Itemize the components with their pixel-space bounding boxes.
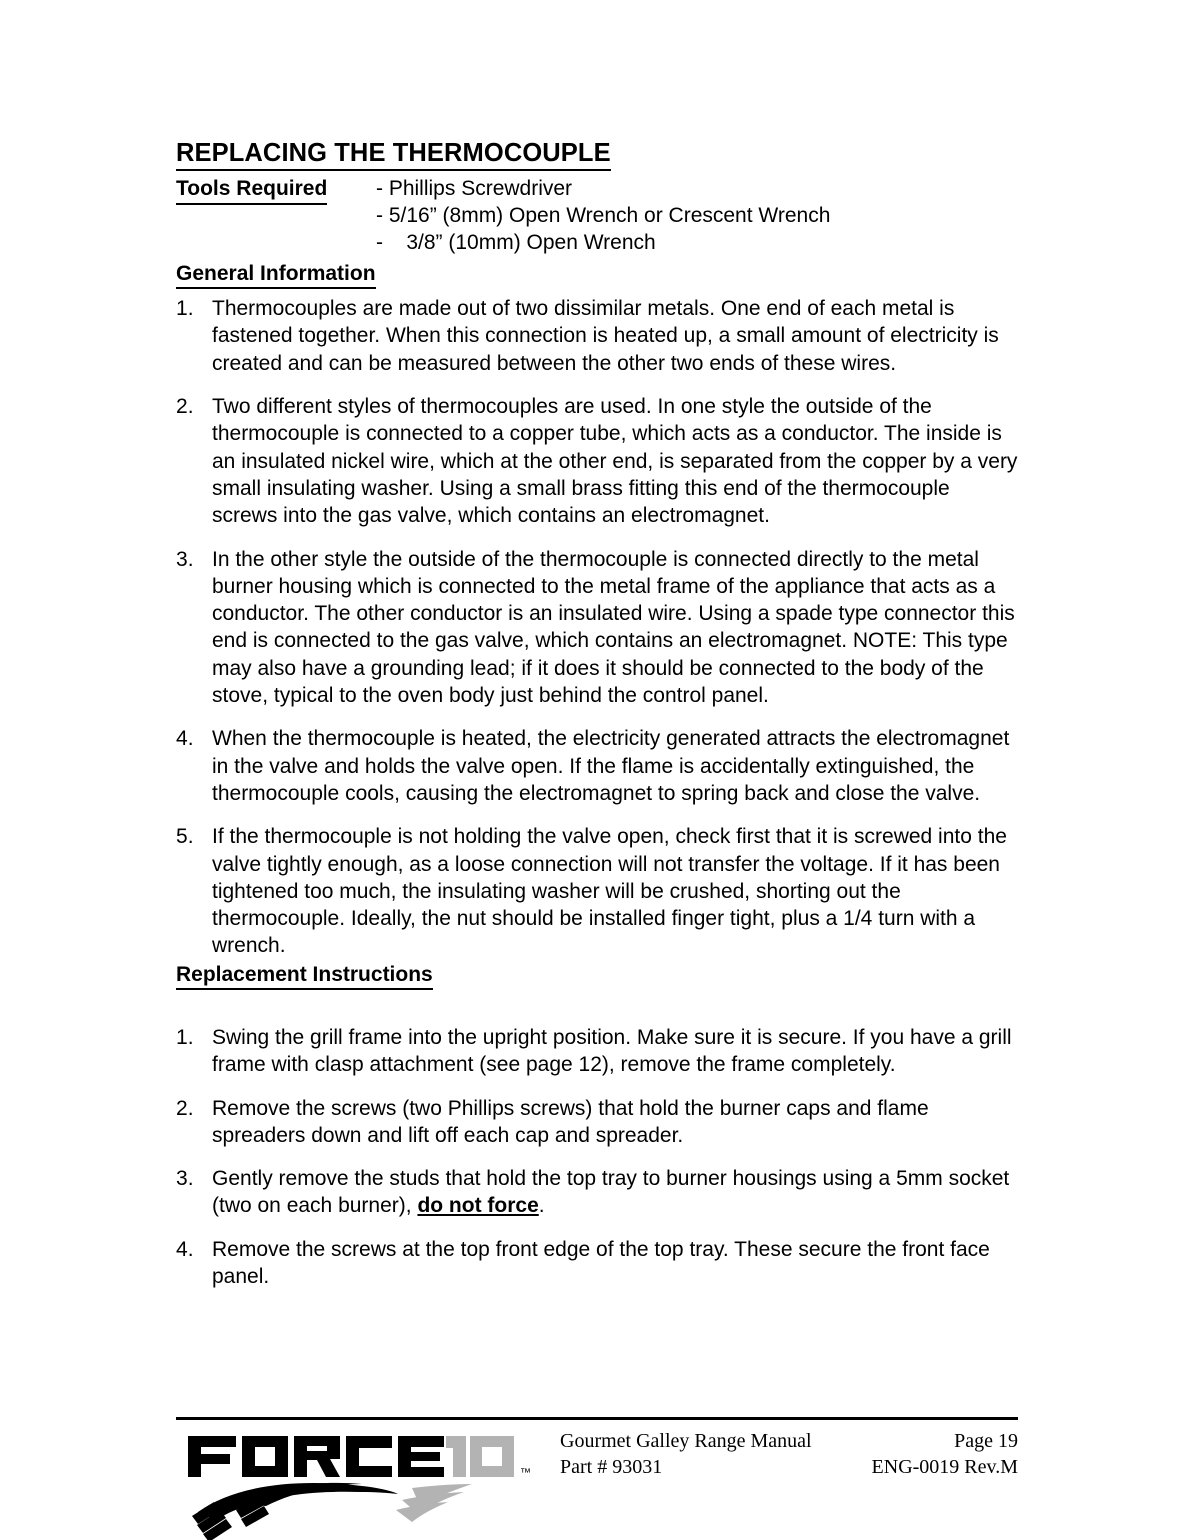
logo-number-shape [446, 1436, 514, 1477]
page-footer [176, 1417, 1018, 1530]
document-content [176, 139, 1018, 1290]
trademark-mark: ™ [520, 1467, 531, 1479]
replacement-instructions-heading-wrap [176, 962, 1018, 990]
list-item: If the thermocouple is not holding the valve open, check first that it is screwed into the valve tightly enough, as a loose connection will not transfer the voltage. If it has been tightened too much, the insulating washer will be crushed, shorting out the thermocouple. Ideally, the nut should be installed finger tight, plus a 1/4 turn with a wrench. [212, 825, 1007, 958]
general-information-list [176, 295, 1018, 960]
page-title: REPLACING THE THERMOCOUPLE [176, 139, 611, 171]
force-10-logo-graphic [184, 1424, 531, 1528]
tool-item: - 5/16” (8mm) Open Wrench or Crescent Wrench [376, 204, 831, 228]
replacement-instructions-heading: Replacement Instructions [176, 962, 433, 990]
tools-required-block [176, 176, 1018, 257]
footer-text-block [560, 1428, 1018, 1481]
tools-required-label-wrap [176, 176, 327, 204]
footer-line-bottom [560, 1454, 1018, 1480]
force-wordmark-shape [188, 1436, 444, 1477]
list-item: Two different styles of thermocouples are used. In one style the outside of the thermocouple is connected to a copper tube, which acts as a conductor. The inside is an insulated nickel wire, which at the other end, is separated from the copper by a very small insulating washer. Using a small brass fitting this end of the thermocouple screws into the gas valve, which contains an electromagnet. [212, 395, 1018, 528]
tool-item: - Phillips Screwdriver [376, 177, 573, 201]
tools-required-label: Tools Required [176, 176, 327, 204]
footer-body [176, 1420, 1018, 1530]
logo-swoosh-black [192, 1483, 398, 1540]
list-item: Remove the screws at the top front edge of the top tray. These secure the front face panel. [212, 1237, 990, 1289]
footer-line-top [560, 1428, 1018, 1454]
list-item: Remove the screws (two Phillips screws) that hold the burner caps and flame spreaders down and lift off each cap and spreader. [212, 1096, 929, 1147]
general-information-heading-wrap [176, 261, 1018, 289]
logo-swoosh-gray [396, 1484, 472, 1522]
tool-item: - 3/8” (10mm) Open Wrench [376, 231, 656, 255]
force-10-logo [184, 1424, 531, 1528]
emphasis-do-not-force: do not force [417, 1194, 539, 1218]
section-spacer [176, 990, 1018, 1018]
list-item [176, 1165, 1018, 1220]
list-item: When the thermocouple is heated, the electricity generated attracts the electromagnet in the valve and holds the valve open. If the flame is accidentally extinguished, the thermocouple cools, causing the electromagnet to spring back and close the valve. [212, 727, 1010, 805]
list-item-text: Gently remove the studs that hold the top tray to burner housings using a 5mm socket (two on each burner), [212, 1167, 1010, 1218]
document-code: ENG-0019 Rev.M [871, 1456, 1018, 1479]
part-number: Part # 93031 [560, 1456, 663, 1479]
replacement-instructions-list [176, 1024, 1018, 1290]
page-number: Page 19 [954, 1430, 1018, 1452]
page-title-row [176, 139, 1018, 174]
manual-title: Gourmet Galley Range Manual [560, 1430, 812, 1452]
list-item: Thermocouples are made out of two dissimilar metals. One end of each metal is fastened together. When this connection is heated up, a small amount of electricity is created and can be measured between the other two ends of these wires. [212, 297, 999, 375]
general-information-heading: General Information [176, 261, 376, 289]
list-item-tail: . [538, 1194, 545, 1218]
list-item: Swing the grill frame into the upright position. Make sure it is secure. If you have a grill frame with clasp attachment (see page 12), remove the frame completely. [212, 1025, 1012, 1077]
list-item: In the other style the outside of the thermocouple is connected directly to the metal burner housing which is connected to the metal frame of the appliance that acts as a conductor. The other conductor is an insulated wire. Using a spade type connector this end is connected to the gas valve, which contains an electromagnet. NOTE: This type may also have a grounding lead; if it does it should be connected to the body of the stove, typical to the oven body just behind the control panel. [212, 547, 1015, 708]
